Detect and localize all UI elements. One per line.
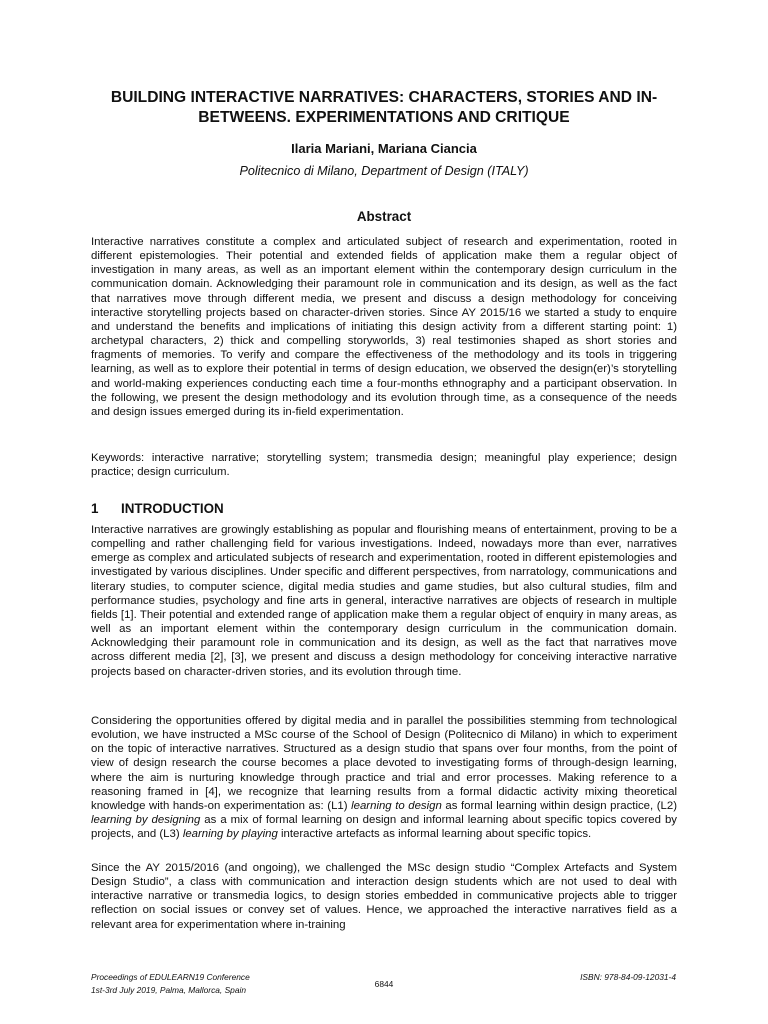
text-run: Considering the opportunities offered by digital media and in parallel the possibilities stemming from technological evolution, we have instructed a MSc course of the School of Design (Politecnico di Milano) in which to experiment on the topic of interactive narratives. Structured as a design studio that spans over four months, from the point of view of design research the course becomes a place devoted to investigating forms of through-design learning, where the aim is nurturing knowledge through practice and trial and error processes. Making reference to a reasoning framed in [4], we recognize that learning results from a formal didactic activity mixing theoretical knowledge with hands-on experimentation as: (L1) — [91, 715, 677, 812]
intro-paragraph-1: Interactive narratives are growingly establishing as popular and flourishing means of entertainment, proving to be a compelling and rather challenging field for various investigations. Indeed, nowadays more than ever, narratives emerge as complex and articulated subjects of research and experimentation, rooted in different epistemologies and investigated by various disciplines. Under specific and different perspectives, from narratology, communications and literary studies, to computer science, digital media studies and game studies, but also cultural studies, film and performance studies, psychology and fine arts in general, interactive narratives are objects of research in multiple fields [1]. Their potential and extended range of application make them a regular object of enquiry in many areas, as well as an important element within the contemporary design curriculum in the communication domain. Acknowledging their paramount role in communication and its design, as well as the fact that narratives move across different media [2], [3], we present and discuss a design methodology for conceiving interactive narrative projects based on character-driven stories, and its evolution through time. — [91, 524, 677, 678]
section-number: 1 — [91, 501, 99, 516]
abstract-heading: Abstract — [356, 209, 412, 224]
text-run: interactive artefacts as informal learning about specific topics. — [277, 828, 592, 841]
intro-paragraph-2 — [91, 714, 677, 841]
section-heading-introduction — [91, 500, 677, 518]
paper-authors: Ilaria Mariani, Mariana Ciancia — [291, 141, 477, 156]
page-number: 6844 — [374, 979, 394, 989]
emphasis-learning-by-playing: learning by playing — [182, 828, 278, 841]
abstract-body: Interactive narratives constitute a complex and articulated subject of research and experimentation, rooted in different epistemologies. Their potential and extended fields of application make them a regular object of investigation in many areas, as well as an important element within the contemporary design curriculum in the communication domain. Acknowledging their paramount role in communication and its design, as well as the fact that narratives move through different media, we present and discuss a design methodology for conceiving interactive storytelling projects based on character-driven stories. Since AY 2015/16 we started a study to enquire and understand the benefits and implications of initiating this design activity from a different starting point: 1) archetypal characters, 2) thick and compelling storyworlds, 3) real testimonies shaped as short stories and fragments of memories. To verify and compare the effectiveness of the methodology and its tools in triggering learning, as well as to explore their potential in terms of design education, we observed the design(er)’s storytelling and world-making experiences conducting each time a four-months ethnography and a participant observation. In the following, we present the design methodology and its evolution through time, as a consequence of the needs and design issues emerged during its in-field experimentation. — [91, 236, 677, 418]
text-run: as a mix of formal learning on design and informal learning about specific topics covered by projects, and (L3) — [91, 814, 678, 841]
text-run: as formal learning within design practice, (L2) — [441, 799, 677, 812]
paper-affiliation: Politecnico di Milano, Department of Design (ITALY) — [239, 164, 529, 178]
emphasis-learning-by-designing: learning by designing — [91, 814, 201, 827]
paper-title: BUILDING INTERACTIVE NARRATIVES: CHARACTERS, STORIES AND IN-BETWEENS. EXPERIMENTATIONS AND CRITIQUE — [110, 89, 658, 126]
section-title: INTRODUCTION — [121, 501, 224, 516]
footer-isbn: ISBN: 978-84-09-12031-4 — [580, 972, 676, 982]
footer-proceedings — [91, 971, 250, 997]
intro-paragraph-3: Since the AY 2015/2016 (and ongoing), we challenged the MSc design studio “Complex Artefacts and System Design Studio”, a class with communication and interaction design students which are not used to deal with interactive narrative or transmedia logics, to design stories embedded in communicative projects able to trigger reflection on social issues or convey set of values. Hence, we approached the interactive narratives field as a relevant area for experimentation where in-training — [91, 862, 677, 931]
footer-dates: 1st-3rd July 2019, Palma, Mallorca, Spain — [91, 985, 247, 995]
footer-conference: Proceedings of EDULEARN19 Conference — [91, 972, 250, 982]
keywords: Keywords: interactive narrative; storytelling system; transmedia design; meaningful play experience; design practice; design curriculum. — [91, 452, 677, 479]
emphasis-learning-to-design: learning to design — [351, 799, 442, 812]
